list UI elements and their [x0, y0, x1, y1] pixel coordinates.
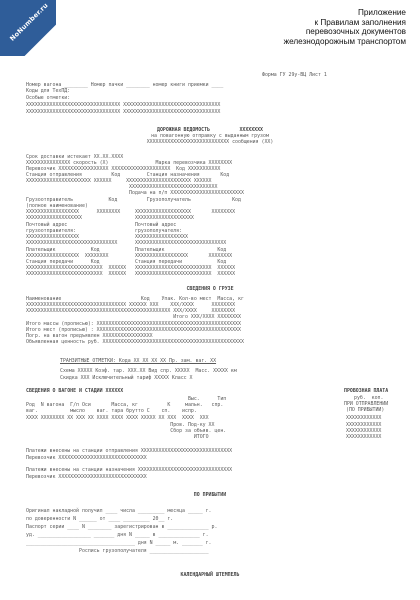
codes-line: Коды для ТехПД:	[26, 88, 71, 94]
payment-on-arrival: (ПО ПРИБЫТИИ)	[346, 407, 385, 413]
special-marks-2: XXXXXXXXXXXXXXXXXXXXXXXXXXXXXXXX XXXXXXXXXXXXXXXXXXXXXXXXXXXXXXXXX	[26, 109, 221, 115]
payment-units: руб. коп.	[354, 395, 384, 401]
route-line-3: Перевозчик XXXXXXXXXXXXXXXXX XXXXXXXXXXXXXXXXXXXX Код XXXXXXXXXXX	[26, 166, 221, 172]
wagon-line-6: Сбор за объяв. цен.	[26, 428, 227, 434]
cargo-line-8: Объявленная ценность руб. XXXXXXXXXXXXXXXXXXXXXXXXXXXXXXXXXXXXXXXXXXXXXXXX	[26, 339, 244, 345]
route-line-9: (полное наименование)	[26, 203, 88, 209]
payments-dispatch: Платежи внесены на станции отправления XXXXXXXXXXXXXXXXXXXXXXXXXXXXXXX	[26, 448, 233, 454]
route-line-4: Станция отправления Код Станция назначения Код	[26, 172, 230, 178]
cargo-line-6: Итого мест (прописью) : XXXXXXXXXXXXXXXXXXXXXXXXXXXXXXXXXXXXXXXXXXXXXXXXX	[26, 327, 241, 333]
payment-value-2: XXXXXXXXXXXX	[346, 422, 382, 428]
form-number: Форма ГУ 29у-ВЦ Лист 1	[262, 72, 327, 78]
transit-marks: ТРАНЗИТНЫЕ ОТМЕТКИ: Кода XX XX XX XX Пр. зам. ваг. XX	[60, 358, 217, 364]
route-line-14: XXXXXXXXXXXXXXXXXX XXXXXXXXXXXXXXXXXX	[26, 234, 188, 240]
special-marks-label: Особые отметки:	[26, 95, 71, 101]
document-subtitle: на повагонную отправку с выданным грузом	[151, 133, 269, 139]
route-line-15: XXXXXXXXXXXXXXXXXXXXXXXXXXXXXXX XXXXXXXXXXXXXXXXXXXXXXXXXXXXXXX	[26, 240, 227, 246]
watermark	[0, 0, 56, 56]
appendix-header	[246, 8, 406, 46]
route-line-10: XXXXXXXXXXXXXXXXXX XXXXXXXX XXXXXXXXXXXXXXXXXXX XXXXXXXX	[26, 209, 236, 215]
route-line-2: XXXXXXXXXXXXXXX скорость (X) Марка перевозчика XXXXXXXX	[26, 160, 233, 166]
route-line-13: грузоотправителя: грузополучателя:	[26, 228, 183, 234]
wagon-line-4: XXXX XXXXXXXX XX XXX XX XXXX XXXX XXXX XXXXX XX XXX XXXX XXX	[26, 415, 209, 421]
payment-value-3: XXXXXXXXXXXX	[346, 428, 382, 434]
wagon-line-7: ИТОГО	[26, 434, 209, 440]
calendar-stamp-caption: КАЛЕНДАРНЫЙ ШТЕМПЕЛЬ	[180, 572, 240, 578]
cargo-line-1: Наименование Код Упак. Кол-во мест Масса, кг	[26, 296, 244, 302]
wagon-line-1: Выс. Тип	[26, 396, 227, 402]
route-line-12: Почтовый адрес Почтовый адрес	[26, 222, 177, 228]
arrival-line-3: Паспорт серии ____ N ________ зарегистрирован в ______________ р.	[26, 524, 218, 530]
header-line-3: перевозочных документов	[305, 27, 406, 37]
wagon-line-3: ваг. мысло ваг. тара брутто С сп. испр.	[26, 408, 197, 414]
recipient-signature: Роспись грузополучателя ____________________	[26, 548, 209, 554]
route-line-18: Станция передачи Код Станция передачи Код	[26, 259, 227, 265]
wagon-book-line: Номер вагона ________ Номер пачки ________ номер книги приемки ____	[26, 82, 224, 88]
route-line-7: Подача на п/п XXXXXXXXXXXXXXXXXXXXXXXXX	[26, 190, 244, 196]
arrival-line-2: по доверенности N ______ от ____ _________ 20__ г.	[26, 516, 174, 522]
payment-title: ПРОВОЗНАЯ ПЛАТА	[344, 388, 389, 394]
route-line-1: Срок доставки истекает XX.XX.XXXX	[26, 154, 124, 160]
cargo-line-2: XXXXXXXXXXXXXXXXXXXXXXXXXXXXXXXXXX XXXXXX XXX XXX/XXXX XXXXXXXX	[26, 302, 236, 308]
cargo-line-3: XXXXXXXXXXXXXXXXXXXXXXXXXXXXXXXXXXXXXXXXXXXXXXXXX XXX/XXXX XXXXXXXX	[26, 308, 236, 314]
wagon-line-2: Род N вагона Г/п Оси Масса, кг К мальн. спр.	[26, 402, 224, 408]
cargo-section-title: СВЕДЕНИЯ О ГРУЗЕ	[186, 286, 234, 292]
route-line-11: XXXXXXXXXXXXXXXXXXX XXXXXXXXXXXXXXXXXXXX	[26, 215, 194, 221]
route-line-20: XXXXXXXXXXXXXXXXXXXXXXXXXX XXXXXX XXXXXXXXXXXXXXXXXXXXXXXXXX XXXXXX	[26, 271, 236, 277]
cargo-line-4: Итого XXX/XXXX XXXXXXXX	[26, 314, 241, 320]
route-line-6: XXXXXXXXXXXXXXXXXXXXXXXXXXXXXX	[26, 184, 218, 190]
cargo-line-5: Итого массы (прописью): XXXXXXXXXXXXXXXXXXXXXXXXXXXXXXXXXXXXXXXXXXXXXXXXX	[26, 321, 241, 327]
header-line-2: к Правилам заполнения	[314, 17, 406, 27]
payments-destination: Платежи внесены на станции назначения XXXXXXXXXXXXXXXXXXXXXXXXXXXXXXXX	[26, 467, 233, 473]
route-line-8: Грузоотправитель Код Грузополучатель Код	[26, 197, 241, 203]
wagon-line-5: Пров. Под-ку XX	[26, 422, 215, 428]
payment-value-4: XXXXXXXXXXXX	[346, 434, 382, 440]
route-line-16: Плательщик Код Плательщик Код	[26, 247, 227, 253]
document-title: ДОРОЖНАЯ ВЕДОМОСТЬ XXXXXXXX	[157, 127, 263, 133]
tariff-line-2: Скидка XXX Исключительный тариф XXXXX Класс X	[60, 375, 193, 381]
arrival-line-5: _____________________________________ дня N _____ м. _______ г.	[26, 540, 212, 546]
arrival-line-4: уд. __________________ _______ дня N _____ в ______________ г.	[26, 532, 209, 538]
route-line-17: XXXXXXXXXXXXXXXXXX XXXXXXXX XXXXXXXXXXXXXXXXXX XXXXXXXX	[26, 253, 233, 259]
route-line-5: XXXXXXXXXXXXXXXXXXXXXX XXXXXX XXXXXXXXXXXXXXXXXXXXXX XXXXXX	[26, 178, 212, 184]
carrier-destination: Перевозчик XXXXXXXXXXXXXXXXXXXXXXXXXXXXXX	[26, 474, 147, 480]
document-subtitle-2: XXXXXXXXXXXXXXXXXXXXXXXXXXXX сообщения (XX)	[146, 139, 274, 145]
tariff-line-1: Схема XXXXX Коэф. тар. XXX.XX Вид спр. XXXXX Масс. XXXXX км	[60, 368, 237, 374]
payment-value-1: XXXXXXXXXXXX	[346, 415, 382, 421]
wagon-section-title: СВЕДЕНИЯ О ВАГОНЕ И СТАДИИ XXXXXX	[26, 388, 124, 394]
header-line-1: Приложение	[357, 8, 406, 17]
watermark-text: NoNumber.ru	[8, 1, 50, 43]
cargo-line-7: Погр. на вагон предъявлен XXXXXXXXXXXXXXXXX	[26, 333, 153, 339]
arrival-line-1: Оригинал накладной получил ____ числа _________ месяца _____ г.	[26, 508, 212, 514]
carrier-dispatch: Перевозчик XXXXXXXXXXXXXXXXXXXXXXXXXXXXXX	[26, 455, 147, 461]
arrival-section-title: ПО ПРИБЫТИИ	[193, 492, 227, 498]
route-line-19: XXXXXXXXXXXXXXXXXXXXXXXXXX XXXXXX XXXXXXXXXXXXXXXXXXXXXXXXXX XXXXXX	[26, 265, 236, 271]
special-marks-1: XXXXXXXXXXXXXXXXXXXXXXXXXXXXXXXX XXXXXXXXXXXXXXXXXXXXXXXXXXXXXXXXX	[26, 102, 221, 108]
header-line-4: железнодорожным транспортом	[283, 36, 406, 46]
payment-on-dispatch: ПРИ ОТПРАВЛЕНИИ	[344, 401, 389, 407]
